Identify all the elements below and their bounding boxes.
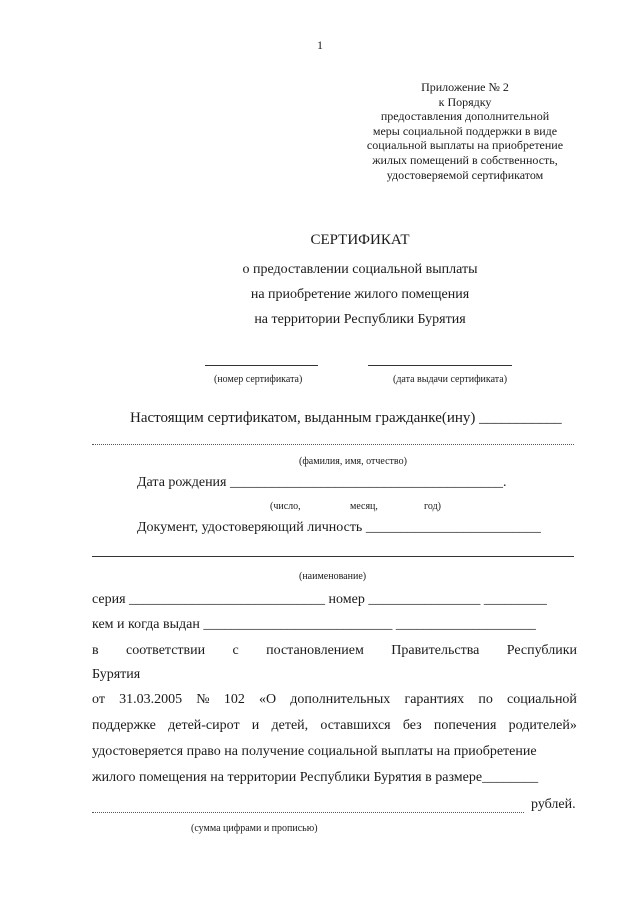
day-caption: (число, xyxy=(270,501,301,512)
month-caption: месяц, xyxy=(350,501,378,512)
document-title: СЕРТИФИКАТ xyxy=(310,232,410,248)
decree-date-word: гарантиях xyxy=(404,692,465,707)
full-name-field[interactable] xyxy=(92,444,574,445)
appendix-line: социальной выплаты на приобретение xyxy=(366,138,564,153)
appendix-line: удостоверяемой сертификатом xyxy=(386,167,544,182)
page-number: 1 xyxy=(317,38,323,52)
support-word: поддержке xyxy=(92,718,156,733)
appendix-line: меры социальной поддержки в виде xyxy=(372,123,558,138)
decree-word: постановлением xyxy=(266,643,364,658)
support-line xyxy=(92,718,577,734)
decree-date-word: социальной xyxy=(507,692,577,707)
rubles-label: рублей. xyxy=(531,797,576,812)
appendix-line: жилых помещений в собственность, xyxy=(372,152,558,167)
birth-date-line: Дата рождения _______________________________________. xyxy=(137,475,507,490)
amount-field[interactable] xyxy=(92,812,524,813)
decree-date-line xyxy=(92,692,577,708)
issued-by-line: кем и когда выдан ___________________________ ____________________ xyxy=(92,617,536,632)
decree-line xyxy=(92,643,577,659)
decree-word: с xyxy=(232,643,239,658)
appendix-line: к Порядку xyxy=(438,94,492,109)
decree-date-word: от xyxy=(92,692,105,707)
cert-number-field[interactable] xyxy=(205,365,318,366)
doc-name-caption: (наименование) xyxy=(299,571,367,582)
amount-line: жилого помещения на территории Республики Бурятия в размере________ xyxy=(92,770,539,785)
decree-date-word: «О xyxy=(258,692,277,707)
decree-word: в xyxy=(92,643,99,658)
doc-name-field[interactable] xyxy=(92,556,574,557)
support-word: детей-сирот xyxy=(168,718,240,733)
right-line: удостоверяется право на получение социальной выплаты на приобретение xyxy=(92,744,537,759)
support-word: родителей» xyxy=(508,718,577,733)
identity-doc-line: Документ, удостоверяющий личность _________________________ xyxy=(137,520,541,535)
decree-date-word: дополнительных xyxy=(290,692,391,707)
appendix-header xyxy=(345,80,585,182)
appendix-line: предоставления дополнительной xyxy=(380,109,550,124)
issue-date-caption: (дата выдачи сертификата) xyxy=(393,374,508,385)
decree-date-word: по xyxy=(478,692,493,707)
decree-word: соответствии xyxy=(126,643,206,658)
support-word: и xyxy=(251,718,260,733)
appendix-line: Приложение № 2 xyxy=(421,80,509,94)
cert-number-caption: (номер сертификата) xyxy=(214,374,303,385)
decree-word: Республики xyxy=(506,643,577,658)
support-word: детей, xyxy=(271,718,309,733)
support-word: без xyxy=(402,718,422,733)
subtitle-line: на территории Республики Бурятия xyxy=(254,312,466,327)
decree-word: Правительства xyxy=(391,643,480,658)
year-caption: год) xyxy=(424,501,441,512)
full-name-caption: (фамилия, имя, отчество) xyxy=(299,456,407,467)
decree-line-2: Бурятия xyxy=(92,667,141,682)
subtitle-line: на приобретение жилого помещения xyxy=(250,287,470,302)
decree-date-word: № xyxy=(196,692,210,707)
issued-to-line: Настоящим сертификатом, выданным гражданке(ину) ___________ xyxy=(130,410,562,426)
decree-date-word: 31.03.2005 xyxy=(119,692,183,707)
issue-date-field[interactable] xyxy=(368,365,512,366)
decree-date-word: 102 xyxy=(223,692,245,707)
subtitle-line: о предоставлении социальной выплаты xyxy=(242,262,478,277)
series-number-line: серия ____________________________ номер ________________ _________ xyxy=(92,592,547,607)
support-word: оставшихся xyxy=(320,718,391,733)
sum-caption: (сумма цифрами и прописью) xyxy=(191,823,318,834)
support-word: попечения xyxy=(433,718,497,733)
